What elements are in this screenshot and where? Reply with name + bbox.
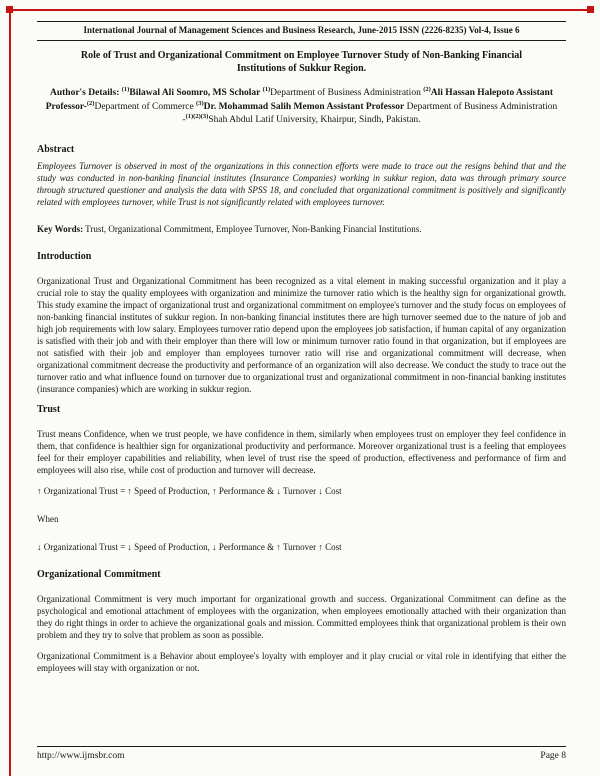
organizational-commitment-paragraph-2: Organizational Commitment is a Behavior about employee's loyalty with employer and it play crucial or vital role in identifying that either the employees will stay with organization or not. — [37, 650, 566, 673]
trust-heading: Trust — [37, 403, 61, 415]
trust-formula-up: ↑ Organizational Trust = ↑ Speed of Production, ↑ Performance & ↓ Turnover ↓ Cost — [37, 485, 342, 496]
article-title: Role of Trust and Organizational Commitment on Employee Turnover Study of Non-Banking Financial Institutions of Sukkur Region. — [80, 50, 523, 74]
introduction-paragraph: Organizational Trust and Organizational Commitment has been recognized as a vital element in making successful organization and it play a crucial role to stay the quality employees with organization and minimize the turnover ratio which is the healthy sign for organizational growth. This study examine the impact of organizational trust and organizational commitment on employee's turnover and the study focus on employees of non-banking financial institutes of sukkur region. In non-banking financial institutes there are high turnover seemed due to the nature of job and high job requirements with low salary. Employees turnover ratio depend upon the employees job satisfaction, if human capital of any organization is satisfied with their job and with their employer than there will low or minimum turnover ratio found in that organization, but if employees are not satisfied with their job and employer than employees turnover ratio will rise and organizational commitment will decrease, when organizational commitment decrease the productivity and performance of an organization will also decrease. We conduct the study to trace out the turnover ratio and what influence found on turnover due to organizational trust and organizational commitment in non-financial banking institutes (insurance companies) which are working in sukkur region. — [37, 275, 566, 394]
journal-header: International Journal of Management Sciences and Business Research, June-2015 ISSN (2226-8235) Vol-4, Issue 6 — [37, 21, 566, 41]
keywords-text: Trust, Organizational Commitment, Employee Turnover, Non-Banking Financial Institutions. — [83, 223, 422, 234]
keywords-label: Key Words: — [37, 223, 84, 234]
abstract-heading: Abstract — [37, 143, 75, 155]
organizational-commitment-heading: Organizational Commitment — [37, 568, 161, 580]
author-details: Author's Details: $^{(1)}$Bilawal Ali Soomro, MS Scholar $^{(1)}$Department of Business Administration $^{(2)}$Ali Hassan Halepoto Assistant Professor-$^{(2)}$Department of Commerce $^{(3)}$Dr. Mohammad Salih Memon Assistant Professor Department of Business Administration -$^{(1)(2)(3)}$Shah Abdul Latif University, Khairpur, Sindh, Pakistan. — [45, 85, 558, 125]
introduction-heading: Introduction — [37, 250, 92, 262]
organizational-commitment-paragraph-1: Organizational Commitment is very much important for organizational growth and success. Organizational Commitment can define as the psychological and emotional attachment of employees with the organization, when employees emotionally attached with their organization than they do right things in order to achieve the organizational goals and mission. Committed employees think that organizational problem is their own problem and they try to solve that problem as soon as possible. — [37, 593, 566, 640]
footer-journal-url[interactable]: http://www.ijmsbr.com — [37, 751, 125, 761]
red-corner-top-left — [6, 6, 13, 13]
when-label: When — [37, 513, 59, 524]
keywords-line — [37, 223, 566, 235]
trust-paragraph: Trust means Confidence, when we trust people, we have confidence in them, similarly when employees trust on employer they feel confidence in them, that confidence is healthier sign for organizational productivity and performance. Moreover organizational trust is a feeling that employees feel for their employer capabilities and reliability, when level of trust rise the speed of production, effectiveness and performance of firm and employees will also rise, while cost of production and turnover will decrease. — [37, 428, 566, 475]
page-content — [37, 0, 566, 683]
page-footer — [37, 746, 566, 761]
footer-page-number: Page 8 — [540, 751, 566, 761]
abstract-text: Employees Turnover is observed in most of the organizations in this connection efforts were made to trace out the resigns behind that and the study was conducted in non-banking financial institutes (Insurance Companies) working in sukkur region, data was through primary source through structured questioner and analysis the data with SPSS 18, and concluded that organizational commitment is positively and significantly related with employees turnover, while Trust is not significantly related with employees turnover. — [37, 160, 566, 207]
red-corner-top-right — [587, 6, 594, 13]
trust-formula-down: ↓ Organizational Trust = ↓ Speed of Production, ↓ Performance & ↑ Turnover ↑ Cost — [37, 541, 342, 552]
red-border-left — [9, 9, 11, 776]
